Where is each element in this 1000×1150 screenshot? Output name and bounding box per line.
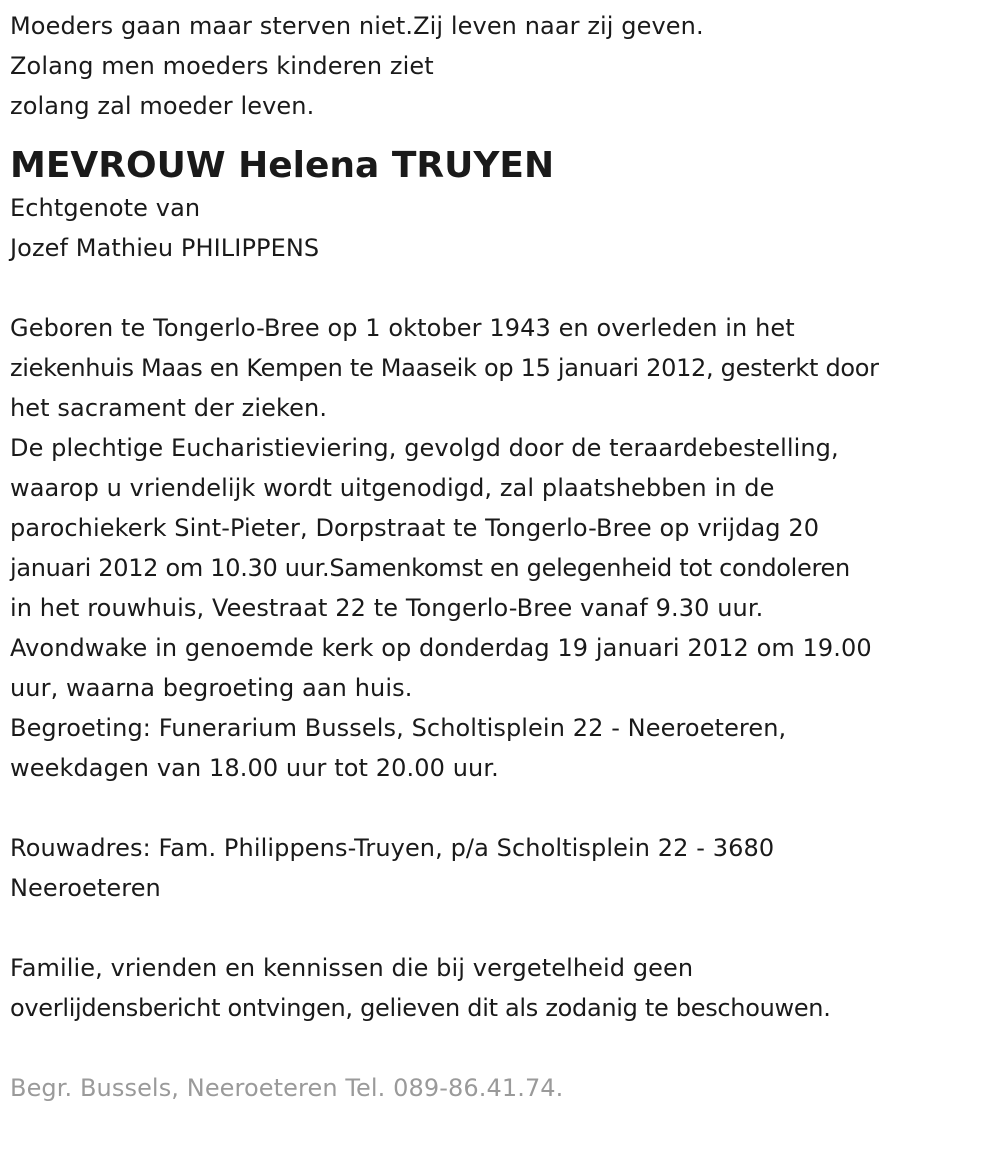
address-line: Neeroeteren <box>10 874 161 902</box>
spouse-line: Jozef Mathieu PHILIPPENS <box>10 234 320 262</box>
body-line: parochiekerk Sint-Pieter, Dorpstraat te Tongerlo-Bree op vrijdag 20 <box>10 514 820 542</box>
spouse-line: Echtgenote van <box>10 194 201 222</box>
body-line: in het rouwhuis, Veestraat 22 te Tongerlo-Bree vanaf 9.30 uur. <box>10 594 764 622</box>
body-line: Begroeting: Funerarium Bussels, Scholtisplein 22 - Neeroeteren, <box>10 714 787 742</box>
body-line: Avondwake in genoemde kerk op donderdag 19 januari 2012 om 19.00 <box>10 634 872 662</box>
body-line: waarop u vriendelijk wordt uitgenodigd, zal plaatshebben in de <box>10 474 775 502</box>
spacer <box>10 788 995 828</box>
poem-line: Zolang men moeders kinderen ziet <box>10 52 434 80</box>
body-line: Geboren te Tongerlo-Bree op 1 oktober 1943 en overleden in het <box>10 314 795 342</box>
address-line: Rouwadres: Fam. Philippens-Truyen, p/a Scholtisplein 22 - 3680 <box>10 834 775 862</box>
body-line: het sacrament der zieken. <box>10 394 328 422</box>
notice-line: overlijdensbericht ontvingen, gelieven dit als zodanig te beschouwen. <box>10 994 831 1022</box>
spacer <box>10 908 995 948</box>
spacer <box>10 268 995 308</box>
body-line: De plechtige Eucharistieviering, gevolgd door de teraardebestelling, <box>10 434 839 462</box>
poem-line: Moeders gaan maar sterven niet.Zij leven naar zij geven. <box>10 12 704 40</box>
family-notice <box>10 948 995 1028</box>
obituary-notice <box>10 0 995 1108</box>
body-line: uur, waarna begroeting aan huis. <box>10 674 413 702</box>
body-line: januari 2012 om 10.30 uur.Samenkomst en gelegenheid tot condoleren <box>10 554 850 582</box>
deceased-name: MEVROUW Helena TRUYEN <box>10 145 555 186</box>
memorial-poem <box>10 0 995 126</box>
spacer <box>10 1028 995 1068</box>
body-line: weekdagen van 18.00 uur tot 20.00 uur. <box>10 754 499 782</box>
mourning-address <box>10 828 995 908</box>
funeral-home-footer: Begr. Bussels, Neeroeteren Tel. 089-86.41.74. <box>10 1074 564 1102</box>
spouse-info <box>10 188 995 268</box>
poem-line: zolang zal moeder leven. <box>10 92 315 120</box>
ceremony-details <box>10 308 995 788</box>
body-line: ziekenhuis Maas en Kempen te Maaseik op 15 januari 2012, gesterkt door <box>10 354 879 382</box>
notice-line: Familie, vrienden en kennissen die bij vergetelheid geen <box>10 954 694 982</box>
